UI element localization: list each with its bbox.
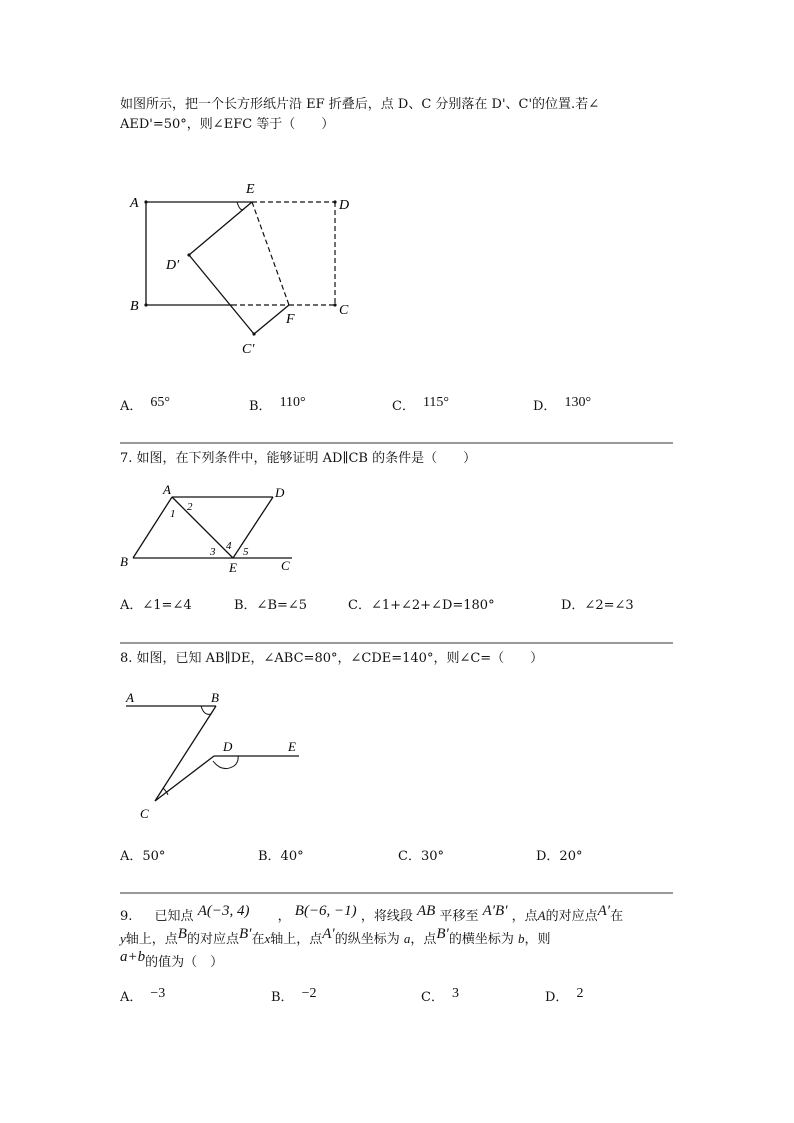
q8-label-E: E: [288, 739, 296, 754]
q7-option-b[interactable]: B．∠B=∠5: [234, 598, 308, 613]
q6-option-d[interactable]: D． 130°: [533, 395, 592, 414]
q7-label-A: A: [163, 482, 171, 497]
q6-option-b[interactable]: B． 110°: [249, 395, 306, 414]
q8-angle-arc-D: [213, 756, 238, 769]
q9-option-d[interactable]: D． 2: [545, 986, 584, 1005]
q9-stem-line2: y轴上，点B的对应点B′在x轴上，点A′的纵坐标为 a，点B′的横坐标为 b，则: [120, 926, 551, 947]
q7-option-a[interactable]: A．∠1=∠4: [120, 598, 192, 613]
q8-option-d[interactable]: D．20°: [536, 849, 583, 864]
q7-option-c[interactable]: C．∠1+∠2+∠D=180°: [348, 598, 495, 613]
q7-label-B: B: [120, 554, 128, 569]
q9-option-a[interactable]: A． −3: [120, 986, 166, 1005]
q8-stem: 8. 如图，已知 AB∥DE，∠ABC=80°，∠CDE=140°，则∠C=（ ）: [120, 651, 544, 666]
q8-angle-arc-B: [201, 706, 211, 714]
q8-segment-CD: [155, 756, 214, 801]
q7-option-d[interactable]: D．∠2=∠3: [561, 598, 634, 613]
q6-label-E: E: [246, 182, 255, 197]
q6-label-D: D: [339, 198, 350, 213]
q8-label-B: B: [211, 690, 219, 705]
q6-label-C: C: [339, 303, 349, 318]
separator: [120, 892, 673, 894]
q9-stem-line1: 9. 已知点 A(−3, 4) ， B(−6, −1) ，将线段 AB 平移至 A′B′ ，点A的对应点A′在: [120, 903, 624, 924]
q6-label-F: F: [286, 312, 295, 327]
q8-label-C: C: [140, 806, 149, 821]
q7-angle-1: 1: [170, 508, 176, 520]
q8-option-b[interactable]: B．40°: [258, 849, 304, 864]
q7-angle-2: 2: [187, 501, 193, 513]
q7-angle-4: 4: [226, 540, 232, 552]
q8-option-c[interactable]: C．30°: [398, 849, 444, 864]
q6-option-c[interactable]: C． 115°: [392, 395, 450, 414]
q7-angle-3: 3: [210, 546, 216, 558]
q6-stem-line2: AED'=50°，则∠EFC 等于（ ）: [120, 117, 335, 132]
q8-segment-BC: [155, 706, 216, 801]
q9-stem: [120, 905, 680, 974]
q9-stem-line3: a+b的值为（ ）: [120, 949, 224, 970]
q9-option-b[interactable]: B． −2: [271, 986, 317, 1005]
q7-label-C: C: [281, 558, 290, 573]
q6-label-Cp: C′: [242, 342, 255, 357]
q6-label-A: A: [130, 196, 139, 211]
q7-label-E: E: [229, 560, 237, 575]
q6-option-a[interactable]: A． 65°: [120, 395, 170, 414]
q8-label-A: A: [126, 690, 134, 705]
q7-angle-5: 5: [243, 546, 249, 558]
q7-label-D: D: [275, 485, 285, 500]
q9-option-c[interactable]: C． 3: [421, 986, 459, 1005]
q6-label-Dp: D′: [166, 258, 180, 273]
q6-stem-line1: 如图所示，把一个长方形纸片沿 EF 折叠后，点 D、C 分别落在 D'、C'的位置.若∠: [120, 97, 600, 112]
q7-stem: 7. 如图，在下列条件中，能够证明 AD∥CB 的条件是（ ）: [120, 451, 477, 466]
q6-label-B: B: [130, 299, 139, 314]
q8-option-a[interactable]: A．50°: [120, 849, 166, 864]
q8-label-D: D: [223, 739, 233, 754]
